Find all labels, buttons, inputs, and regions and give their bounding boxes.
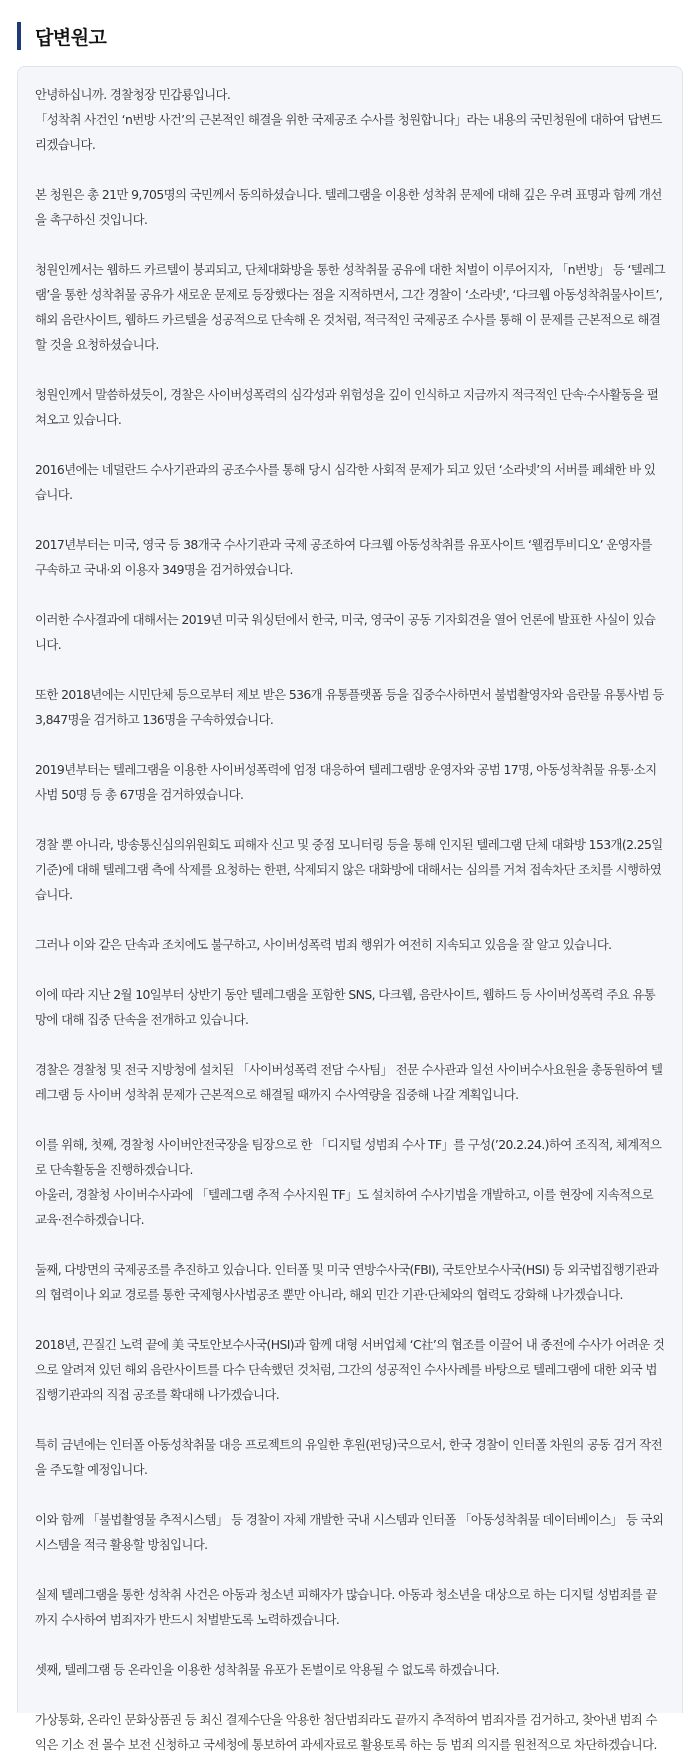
paragraph-text: 둘째, 다방면의 국제공조를 추진하고 있습니다. 인터폴 및 미국 연방수사국(FBI), 국토안보수사국(HSI) 등 외국법집행기관과의 협력이나 외교 경로를 통한 국제형사사법공조 뿐만 아니라, 해외 민간 기관·단체와의 협력도 강화해 나가겠습니다. xyxy=(35,1262,659,1302)
answer-paragraph xyxy=(35,382,665,432)
paragraph-text: 경찰은 경찰청 및 전국 지방청에 설치된 「사이버성폭력 전담 수사팀」 전문 수사관과 일선 사이버수사요원을 총동원하여 텔레그램 등 사이버 성착취 문제가 근본적으로 해결될 때까지 수사역량을 집중해 나갈 계획입니다. xyxy=(35,1062,663,1102)
answer-paragraph xyxy=(35,1507,665,1557)
paragraph-text: 아울러, 경찰청 사이버수사과에 「텔레그램 추적 수사지원 TF」도 설치하여 수사기법을 개발하고, 이를 현장에 지속적으로 교육·전수하겠습니다. xyxy=(35,1187,654,1227)
answer-paragraph xyxy=(35,832,665,907)
answer-paragraph xyxy=(35,1657,665,1682)
section-header xyxy=(17,20,106,52)
paragraph-text: 이에 따라 지난 2월 10일부터 상반기 동안 텔레그램을 포함한 SNS, 다크웹, 음란사이트, 웹하드 등 사이버성폭력 주요 유통망에 대해 집중 단속을 전개하고 있습니다. xyxy=(35,987,656,1027)
paragraph-text: 청원인께서는 웹하드 카르텔이 붕괴되고, 단체대화방을 통한 성착취물 공유에 대한 처벌이 이루어지자, 「n번방」 등 ‘텔레그램’을 통한 성착취물 공유가 새로운 문제로 등장했다는 점을 지적하면서, 그간 경찰이 ‘소라넷’, ‘다크웹 아동성착취물사이트’, 해외 음란사이트, 웹하드 카르텔을 성공적으로 단속해 온 것처럼, 적극적인 국제공조 수사를 통해 이 문제를 근본적으로 해결할 것을 요청하셨습니다. xyxy=(35,262,665,352)
paragraph-text: 청원인께서 말씀하셨듯이, 경찰은 사이버성폭력의 심각성과 위험성을 깊이 인식하고 지금까지 적극적인 단속·수사활동을 펼쳐오고 있습니다. xyxy=(35,387,659,427)
paragraph-text: 본 청원은 총 21만 9,705명의 국민께서 동의하셨습니다. 텔레그램을 이용한 성착취 문제에 대해 깊은 우려 표명과 함께 개선을 촉구하신 것입니다. xyxy=(35,187,662,227)
answer-paragraph xyxy=(35,1432,665,1482)
answer-paragraph xyxy=(35,257,665,357)
paragraph-text: 이러한 수사결과에 대해서는 2019년 미국 워싱턴에서 한국, 미국, 영국이 공동 기자회견을 열어 언론에 발표한 사실이 있습니다. xyxy=(35,612,656,652)
paragraph-text: 그러나 이와 같은 단속과 조치에도 불구하고, 사이버성폭력 범죄 행위가 여전히 지속되고 있음을 잘 알고 있습니다. xyxy=(35,937,612,952)
answer-paragraph xyxy=(35,457,665,507)
answer-paragraph xyxy=(35,932,665,957)
answer-paragraph xyxy=(35,1582,665,1632)
paragraph-text: 경찰 뿐 아니라, 방송통신심의위원회도 피해자 신고 및 중점 모니터링 등을 통해 인지된 텔레그램 단체 대화방 153개(2.25일 기준)에 대해 텔레그램 측에 삭제를 요청하는 한편, 삭제되지 않은 대화방에 대해서는 심의를 거쳐 접속차단 조치를 시행하였습니다. xyxy=(35,837,663,902)
answer-paragraph xyxy=(35,182,665,232)
paragraph-text: 또한 2018년에는 시민단체 등으로부터 제보 받은 536개 유통플랫폼 등을 집중수사하면서 불법촬영자와 음란물 유통사범 등 3,847명을 검거하고 136명을 구속하였습니다. xyxy=(35,687,664,727)
answer-paragraph xyxy=(35,757,665,807)
paragraph-text: 2019년부터는 텔레그램을 이용한 사이버성폭력에 엄정 대응하여 텔레그램방 운영자와 공범 17명, 아동성착취물 유통·소지사범 50명 등 총 67명을 검거하였습니다. xyxy=(35,762,657,802)
answer-paragraph xyxy=(35,82,665,157)
answer-paragraph xyxy=(35,1132,665,1232)
paragraph-text: 2016년에는 네덜란드 수사기관과의 공조수사를 통해 당시 심각한 사회적 문제가 되고 있던 ‘소라넷’의 서버를 폐쇄한 바 있습니다. xyxy=(35,462,656,502)
answer-paragraph xyxy=(35,1332,665,1407)
paragraph-text: 실제 텔레그램을 통한 성착취 사건은 아동과 청소년 피해자가 많습니다. 아동과 청소년을 대상으로 하는 디지털 성범죄를 끝까지 수사하여 범죄자가 반드시 처벌받도록 노력하겠습니다. xyxy=(35,1587,657,1627)
header-accent-bar xyxy=(17,22,21,50)
section-title: 답변원고 xyxy=(35,26,107,49)
paragraph-text: 가상통화, 온라인 문화상품권 등 최신 결제수단을 악용한 첨단범죄라도 끝까지 추적하여 범죄자를 검거하고, 찾아낸 범죄 수익은 기소 전 몰수 보전 신청하고 국세청에 통보하여 과세자료로 활용토록 하는 등 범죄 의지를 원천적으로 차단하겠습니다. xyxy=(35,1712,657,1752)
paragraph-text: 안녕하십니까. 경찰청장 민갑룡입니다. xyxy=(35,87,231,102)
answer-paragraph xyxy=(35,982,665,1032)
answer-paragraph xyxy=(35,682,665,732)
answer-paragraph xyxy=(35,532,665,582)
answer-content-box xyxy=(17,66,683,1752)
paragraph-text: 이와 함께 「불법촬영물 추적시스템」 등 경찰이 자체 개발한 국내 시스템과 인터폴 「아동성착취물 데이터베이스」 등 국외 시스템을 적극 활용할 방침입니다. xyxy=(35,1512,664,1552)
answer-paragraph xyxy=(35,607,665,657)
paragraph-text: 2018년, 끈질긴 노력 끝에 美 국토안보수사국(HSI)과 함께 대형 서버업체 ‘C社’의 협조를 이끌어 내 종전에 수사가 어려운 것으로 알려져 있던 해외 음란사이트를 다수 단속했던 것처럼, 그간의 성공적인 수사사례를 바탕으로 텔레그램에 대한 외국 법집행기관과의 직접 공조를 확대해 나가겠습니다. xyxy=(35,1337,665,1402)
paragraph-text: 셋째, 텔레그램 등 온라인을 이용한 성착취물 유포가 돈벌이로 악용될 수 없도록 하겠습니다. xyxy=(35,1662,500,1677)
paragraph-text: 「성착취 사건인 ‘n번방 사건’의 근본적인 해결을 위한 국제공조 수사를 청원합니다」라는 내용의 국민청원에 대하여 답변드리겠습니다. xyxy=(35,112,662,152)
paragraph-text: 2017년부터는 미국, 영국 등 38개국 수사기관과 국제 공조하여 다크웹 아동성착취를 유포사이트 ‘웰컴투비디오’ 운영자를 구속하고 국내·외 이용자 349명을 검거하였습니다. xyxy=(35,537,652,577)
answer-paragraph xyxy=(35,1707,665,1757)
paragraph-text: 이를 위해, 첫째, 경찰청 사이버안전국장을 팀장으로 한 「디지털 성범죄 수사 TF」를 구성(’20.2.24.)하여 조직적, 체계적으로 단속활동을 진행하겠습니다. xyxy=(35,1137,662,1177)
paragraph-text: 특히 금년에는 인터폴 아동성착취물 대응 프로젝트의 유일한 후원(펀딩)국으로서, 한국 경찰이 인터폴 차원의 공동 검거 작전을 주도할 예정입니다. xyxy=(35,1437,663,1477)
answer-paragraph xyxy=(35,1057,665,1107)
answer-paragraph xyxy=(35,1257,665,1307)
